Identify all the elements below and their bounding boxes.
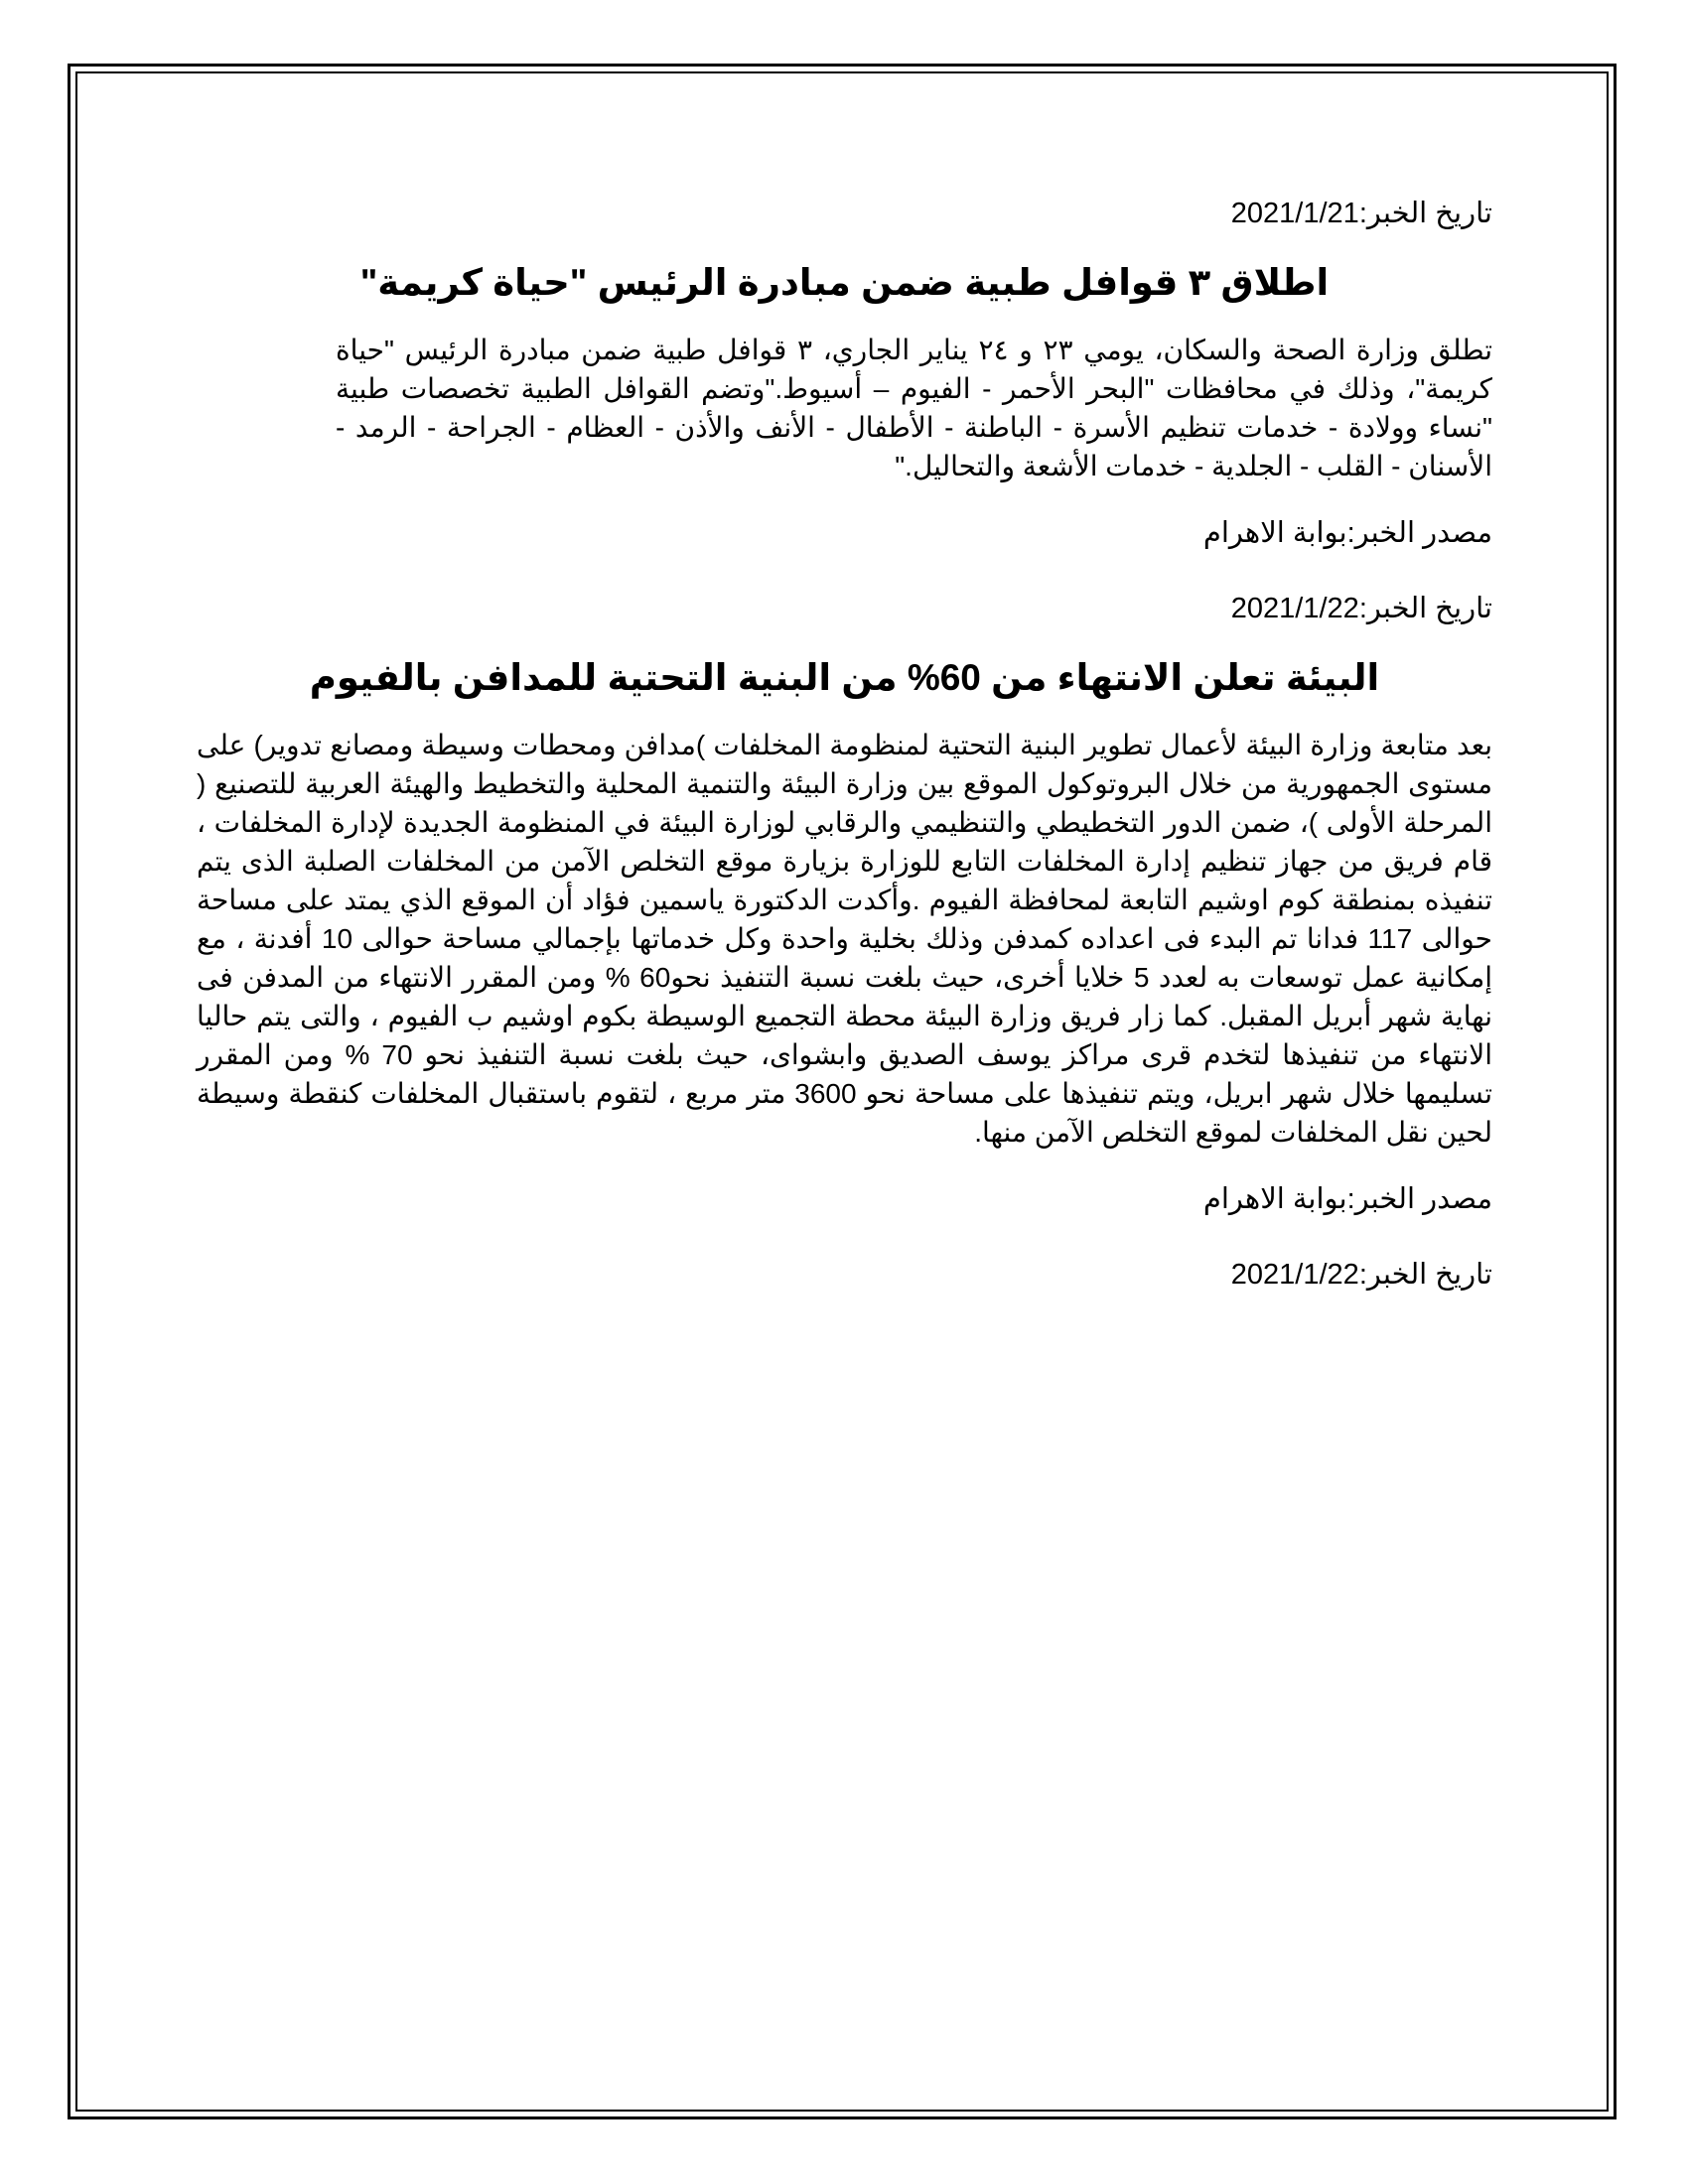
news-source <box>197 1179 1492 1227</box>
news-headline: اطلاق ٣ قوافل طبية ضمن مبادرة الرئيس "حياة كريمة" <box>359 262 1330 303</box>
news-date-label: تاريخ الخبر: <box>1358 198 1492 229</box>
news-source <box>197 513 1492 561</box>
news-body: بعد متابعة وزارة البيئة لأعمال تطوير البنية التحتية لمنظومة المخلفات )مدافن ومحطات وسيطة ومصانع تدوير) على مستوى الجمهورية من خلال البروتوكول الموقع بين وزارة البيئة والتنمية المحلية والتخطيط والهيئة العربية للتصنيع ( المرحلة الأولى )، ضمن الدور التخطيطي والتنظيمي والرقابي لوزارة البيئة في المنظومة الجديدة لإدارة المخلفات ، قام فريق من جهاز تنظيم إدارة المخلفات التابع للوزارة بزيارة موقع التخلص الآمن من المخلفات الصلبة الذى يتم تنفيذه بمنطقة كوم اوشيم التابعة لمحافظة الفيوم .وأكدت الدكتورة ياسمين فؤاد أن الموقع الذي يمتد على مساحة حوالى 117 فدانا تم البدء فى اعداده كمدفن وذلك بخلية واحدة وكل خدماتها بإجمالي مساحة حوالى 10 أفدنة ، مع إمكانية عمل توسعات به لعدد 5 خلايا أخرى، حيث بلغت نسبة التنفيذ نحو60 % ومن المقرر الانتهاء من المدفن فى نهاية شهر أبريل المقبل. كما زار فريق وزارة البيئة محطة التجميع الوسيطة بكوم اوشيم ب الفيوم ، والتى يتم حاليا الانتهاء من تنفيذها لتخدم قرى مراكز يوسف الصديق وابشواى، حيث بلغت نسبة التنفيذ نحو 70 % ومن المقرر تسليمها خلال شهر ابريل، ويتم تنفيذها على مساحة نحو 3600 متر مربع ، لتقوم باستقبال المخلفات كنقطة وسيطة لحين نقل المخلفات لموقع التخلص الآمن منها. <box>197 730 1493 1148</box>
news-date <box>197 1255 1492 1302</box>
news-date <box>197 194 1492 241</box>
news-source-label: مصدر الخبر: <box>1346 517 1492 549</box>
news-source-value: بوابة الاهرام <box>1202 1183 1347 1215</box>
news-date-value: 2021/1/22 <box>1230 1259 1359 1291</box>
news-body: تطلق وزارة الصحة والسكان، يومي ٢٣ و ٢٤ يناير الجاري، ٣ قوافل طبية ضمن مبادرة الرئيس "حياة كريمة"، وذلك في محافظات "البحر الأحمر - الفيوم – أسيوط."وتضم القوافل الطبية تخصصات طبية "نساء وولادة - خدمات تنظيم الأسرة - الباطنة - الأطفال - الأنف والأذن - العظام - الجراحة - الرمد - الأسنان - القلب - الجلدية - خدمات الأشعة والتحاليل." <box>336 335 1493 481</box>
news-source-value: بوابة الاهرام <box>1202 517 1347 549</box>
news-date <box>197 589 1492 636</box>
news-date-value: 2021/1/22 <box>1230 593 1359 624</box>
news-date-label: تاريخ الخبر: <box>1358 1259 1492 1291</box>
news-date-label: تاريخ الخبر: <box>1358 593 1492 624</box>
news-date-value: 2021/1/21 <box>1230 198 1359 229</box>
news-article <box>197 194 1492 561</box>
news-article <box>197 589 1492 1227</box>
document-content <box>197 194 1492 1302</box>
news-source-label: مصدر الخبر: <box>1346 1183 1492 1215</box>
news-headline: البيئة تعلن الانتهاء من 60% من البنية التحتية للمدافن بالفيوم <box>309 657 1380 698</box>
